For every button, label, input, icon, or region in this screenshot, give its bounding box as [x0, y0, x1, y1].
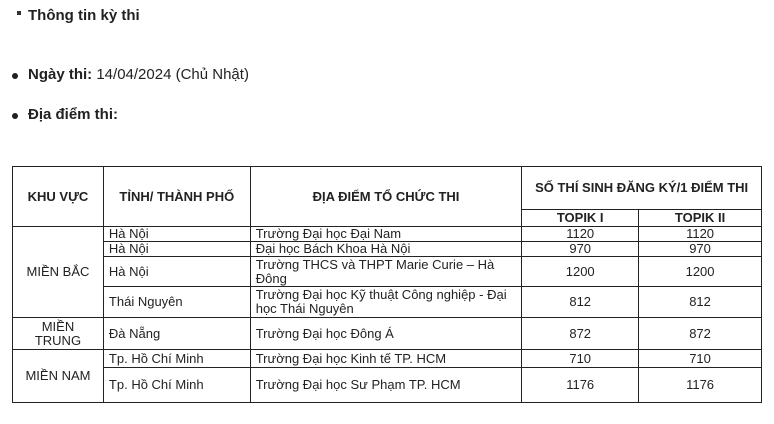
city-cell: Tp. Hồ Chí Minh — [103, 368, 250, 403]
topik2-cell: 1176 — [639, 368, 762, 403]
bullet-icon — [12, 113, 18, 119]
section-title: Thông tin kỳ thi — [28, 7, 140, 24]
topik1-cell: 872 — [522, 318, 639, 350]
city-cell: Hà Nội — [103, 242, 250, 257]
table-row — [13, 350, 762, 368]
venue-cell: Đại học Bách Khoa Hà Nội — [250, 242, 522, 257]
topik1-cell: 710 — [522, 350, 639, 368]
table-row — [13, 242, 762, 257]
city-cell: Hà Nội — [103, 257, 250, 287]
region-south: MIỀN NAM — [13, 350, 104, 403]
exam-locations-table — [12, 166, 762, 403]
table-row — [13, 257, 762, 287]
topik2-cell: 710 — [639, 350, 762, 368]
region-central: MIỀN TRUNG — [13, 318, 104, 350]
exam-date-label: Ngày thi: — [28, 66, 93, 83]
table-row — [13, 287, 762, 318]
city-cell: Hà Nội — [103, 227, 250, 242]
venue-cell: Trường Đại học Kỹ thuật Công nghiệp - Đại học Thái Nguyên — [250, 287, 522, 318]
region-north: MIỀN BẮC — [13, 227, 104, 318]
bullet-icon — [12, 73, 18, 79]
table-row — [13, 368, 762, 403]
topik1-cell: 1176 — [522, 368, 639, 403]
exam-date-line — [28, 66, 249, 83]
header-candidate-count: SỐ THÍ SINH ĐĂNG KÝ/1 ĐIỂM THI — [522, 167, 762, 210]
topik2-cell: 970 — [639, 242, 762, 257]
venue-cell: Trường Đại học Kinh tế TP. HCM — [250, 350, 522, 368]
topik2-cell: 812 — [639, 287, 762, 318]
table-row — [13, 227, 762, 242]
table-header-row — [13, 167, 762, 210]
topik2-cell: 1120 — [639, 227, 762, 242]
topik1-cell: 970 — [522, 242, 639, 257]
topik2-cell: 1200 — [639, 257, 762, 287]
exam-location-label: Địa điểm thi: — [28, 106, 119, 123]
topik1-cell: 1120 — [522, 227, 639, 242]
city-cell: Đà Nẵng — [103, 318, 250, 350]
city-cell: Thái Nguyên — [103, 287, 250, 318]
header-city: TỈNH/ THÀNH PHỐ — [103, 167, 250, 227]
header-region: KHU VỰC — [13, 167, 104, 227]
topik2-cell: 872 — [639, 318, 762, 350]
exam-date-value: 14/04/2024 (Chủ Nhật) — [92, 66, 249, 83]
header-venue: ĐỊA ĐIỂM TỔ CHỨC THI — [250, 167, 522, 227]
topik1-cell: 1200 — [522, 257, 639, 287]
table-row — [13, 318, 762, 350]
heading-marker — [17, 11, 21, 15]
venue-cell: Trường Đại học Sư Phạm TP. HCM — [250, 368, 522, 403]
venue-cell: Trường Đại học Đại Nam — [250, 227, 522, 242]
topik1-cell: 812 — [522, 287, 639, 318]
header-topik1: TOPIK I — [522, 210, 639, 227]
header-topik2: TOPIK II — [639, 210, 762, 227]
venue-cell: Trường Đại học Đông Á — [250, 318, 522, 350]
city-cell: Tp. Hồ Chí Minh — [103, 350, 250, 368]
exam-location-line — [28, 106, 118, 123]
venue-cell: Trường THCS và THPT Marie Curie – Hà Đông — [250, 257, 522, 287]
